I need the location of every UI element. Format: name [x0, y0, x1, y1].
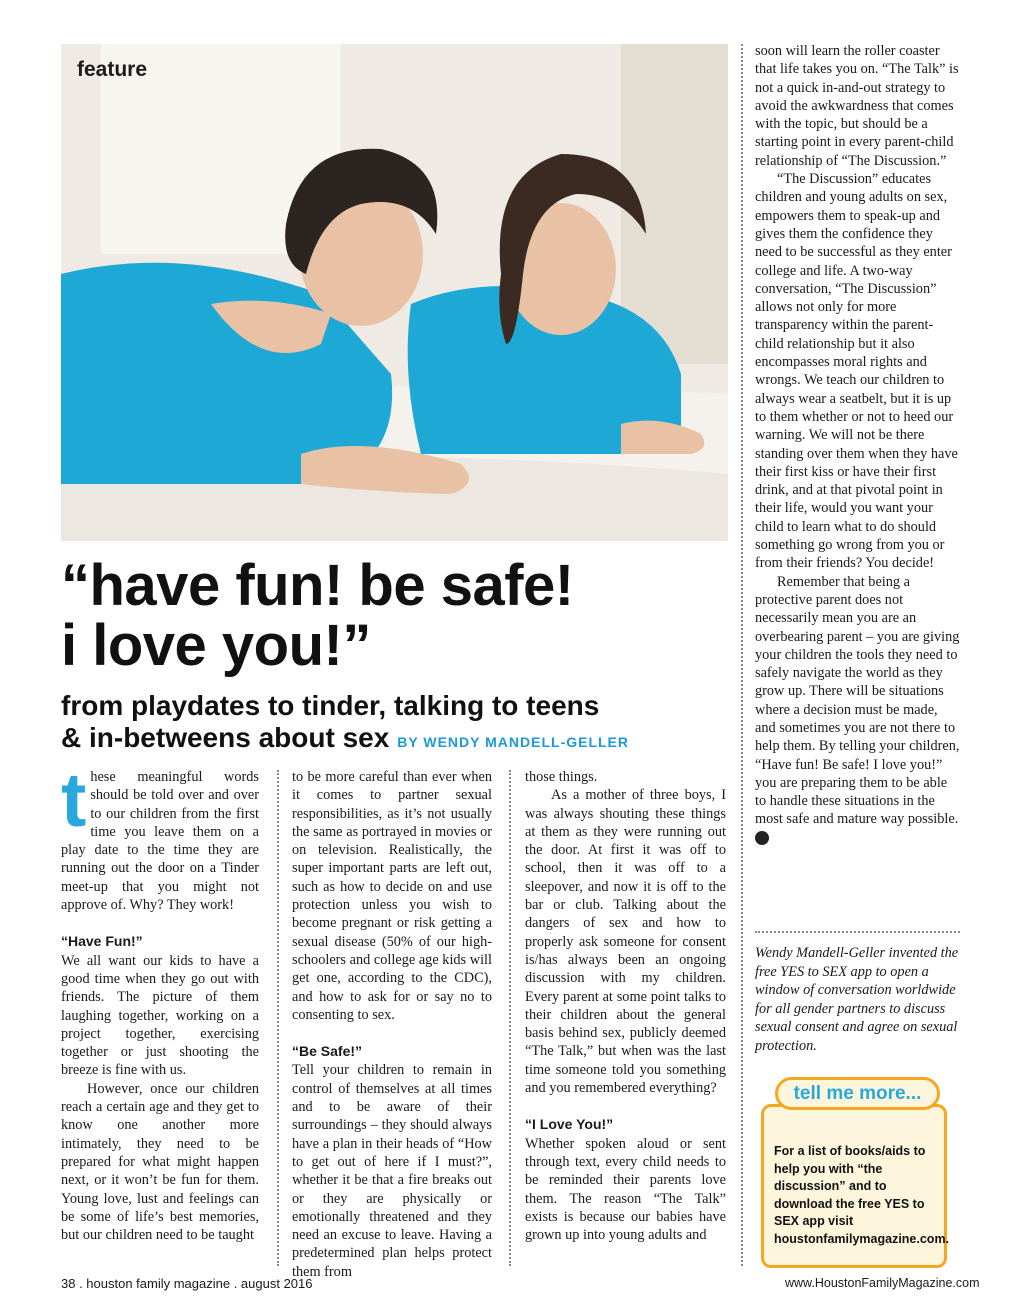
page-footer-url: www.HoustonFamilyMagazine.com — [785, 1276, 980, 1290]
headline-line-2: i love you!” — [61, 613, 371, 678]
headline — [61, 553, 741, 678]
section-heading-have-fun: “Have Fun!” — [61, 933, 143, 950]
paragraph: to be more careful than ever when it comes to partner sexual responsibilities, as it’s not usually the same as portrayed in movies or on television. Realistically, the super important parts are left out, such as how to decide on and use protection unless you wish to become pregnant or risk getting a sexual disease (50% of our high-schoolers and college age kids will get one, according to the CDC), and how to ask for or say no to consenting to sex. — [292, 769, 492, 1023]
section-label: feature — [77, 58, 148, 81]
drop-cap: t — [61, 758, 87, 843]
paragraph: soon will learn the roller coaster that life takes you on. “The Talk” is not a quick in-and-out strategy to avoid the awkwardness that comes with the topic, but should be a starting point in every parent-child relationship of “The Discussion.” — [755, 43, 959, 169]
author-bio: Wendy Mandell-Geller invented the free YES to SEX app to open a window of conversation worldwide for all gender partners to discuss sexual consent and agree on sexual protection. — [755, 945, 959, 1054]
subhead-line-2-text: & in-betweens about sex — [61, 722, 390, 753]
paragraph: those things. — [525, 769, 598, 785]
intro-paragraph — [61, 758, 259, 914]
bio-divider — [755, 931, 960, 933]
paragraph — [755, 573, 960, 847]
subhead-line-2 — [61, 722, 741, 758]
paragraph: Whether spoken aloud or sent through text, every child needs to be reminded their parents love them. The reason “The Talk” exists is because our babies have grown up into young adults and — [525, 1135, 726, 1244]
article-column-1 — [61, 758, 259, 1244]
column-divider — [509, 770, 511, 1266]
article-column-3 — [525, 768, 726, 1244]
end-mark-icon: HFM — [755, 831, 769, 845]
subheadline — [61, 690, 741, 758]
subhead-line-1: from playdates to tinder, talking to teens — [61, 690, 600, 721]
column-divider — [741, 44, 743, 1266]
paragraph: Tell your children to remain in control of themselves at all times and to be aware of their surroundings – they should always have a plan in their heads of “How to get out of here if I must?”, whether it be that a fire breaks out or they are physically or emotionally threatened and they need an excuse to leave. Having a predetermined plan helps protect them from — [292, 1062, 492, 1280]
closing-text: Remember that being a protective parent does not necessarily mean you are an overbearing parent – you are giving your children the tools they need to safely navigate the world as they grow up. There will be situations where a decision must be made, and sometimes you are not there to help them. By telling your children, “Have fun! Be safe! I love you!” you are preparing them to be able to handle these situations in the most safe and mature way possible. — [755, 573, 960, 828]
tell-me-more-title: tell me more... — [775, 1077, 940, 1110]
paragraph: We all want our kids to have a good time when they go out with friends. The picture of them laughing together, working on a project together, exercising together or just shooting the breeze is fine with us. — [61, 952, 259, 1079]
paragraph: As a mother of three boys, I was always shouting these things at them as they were running out the door. At first it was off to school, then it was off to a sleepover, and now it is off to the bar or club. Talking about the dangers of sex and how to properly ask someone for consent is/has always been an ongoing discussion with my children. Every parent at some point talks to their children about the general basis behind sex, publicly deemed “The Talk,” but when was the last time someone told you something and you remembered everything? — [525, 787, 726, 1097]
section-heading-be-safe: “Be Safe!” — [292, 1043, 363, 1060]
paragraph: However, once our children reach a certain age and they get to know one another more intimately, they need to be prepared for what might happen next, or it won’t be fun for them. Young love, lust and feelings can be some of life’s best memories, but our children need to be taught — [61, 1080, 259, 1244]
section-heading-i-love-you: “I Love You!” — [525, 1116, 614, 1133]
column-divider — [277, 770, 279, 1266]
mother-daughter-photo — [61, 44, 728, 541]
article-column-2 — [292, 768, 492, 1281]
feature-photo — [61, 44, 728, 541]
article-column-4 — [755, 42, 960, 847]
paragraph: “The Discussion” educates children and young adults on sex, empowers them to speak-up and gives them the confidence they need to be successful as they enter college and life. A two-way conversation, “The Discussion” allows not only for more transparency within the parent-child relationship but it also encompasses moral rights and wrongs. We teach our children to always wear a seatbelt, but it is up to them whether or not to heed our warning. We will not be there standing over them when they have their first kiss or have their first drink, and at that pivotal point in their life, would you want your child to learn what to do should something go wrong from you or from their friends? You decide! — [755, 171, 958, 572]
tell-me-more-text: For a list of books/aids to help you with “the discussion” and to download the free YES to SEX app visit houstonfamilymagazine.com. — [774, 1144, 950, 1246]
byline: BY WENDY MANDELL-GELLER — [397, 734, 630, 750]
headline-line-1: “have fun! be safe! — [61, 553, 574, 618]
page-footer-folio: 38 . houston family magazine . august 2016 — [61, 1276, 313, 1291]
intro-text: hese meaningful words should be told over and over to our children from the first time you leave them on a play date to the time they are running out the door on a Tinder meet-up that you might not approve of. Why? They work! — [61, 769, 259, 914]
